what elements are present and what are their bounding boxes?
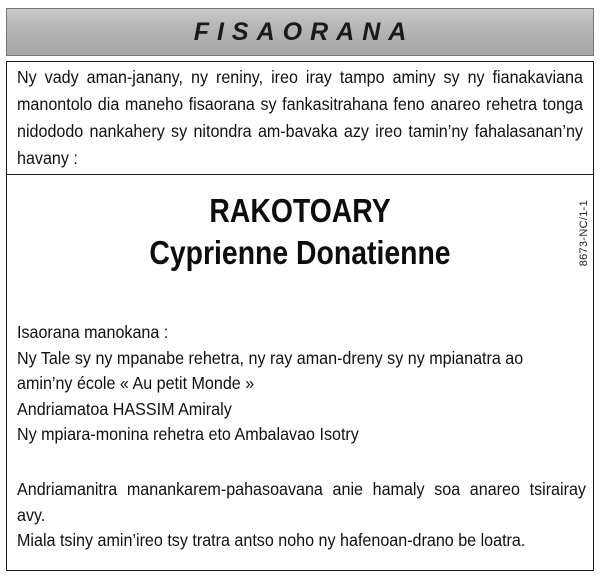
- deceased-given-names: Cyprienne Donatienne: [149, 234, 451, 271]
- header-band: [6, 8, 594, 56]
- closing-section: [17, 477, 587, 554]
- reference-code: 8673-NC/1-1: [578, 200, 590, 267]
- special-thanks-line: Ny Tale sy ny mpanabe rehetra, ny ray aman-dreny sy ny mpianatra ao: [17, 347, 524, 368]
- notice-title: FISAORANA: [193, 17, 415, 46]
- special-thanks-section: [17, 320, 587, 448]
- special-thanks-line: Ny mpiara-monina rehetra eto Ambalavao Isotry: [17, 424, 359, 444]
- special-thanks-heading: Isaorana manokana :: [17, 322, 169, 342]
- special-thanks-line: Andriamatoa HASSIM Amiraly: [17, 398, 232, 419]
- intro-paragraph: Ny vady aman-janany, ny reniny, ireo iray tampo aminy sy ny fianakaviana manontolo dia maneho fisaorana sy fankasitrahana feno anareo rehetra tonga nidododo nankahery sy nitondra am-bavaka azy ireo tamin’ny fahalasanan’ny havany :: [17, 67, 583, 168]
- closing-blessing: Andriamanitra manankarem-pahasoavana anie hamaly soa anareo tsirairay avy.: [17, 479, 586, 525]
- special-thanks-line: amin’ny école « Au petit Monde »: [17, 373, 255, 393]
- intro-section: [7, 62, 593, 175]
- deceased-name-block: [7, 190, 593, 274]
- deceased-surname: RAKOTOARY: [209, 192, 391, 229]
- notice-box: [6, 61, 594, 571]
- closing-apology: Miala tsiny amin’ireo tsy tratra antso noho ny hafenoan-drano be loatra.: [17, 530, 526, 550]
